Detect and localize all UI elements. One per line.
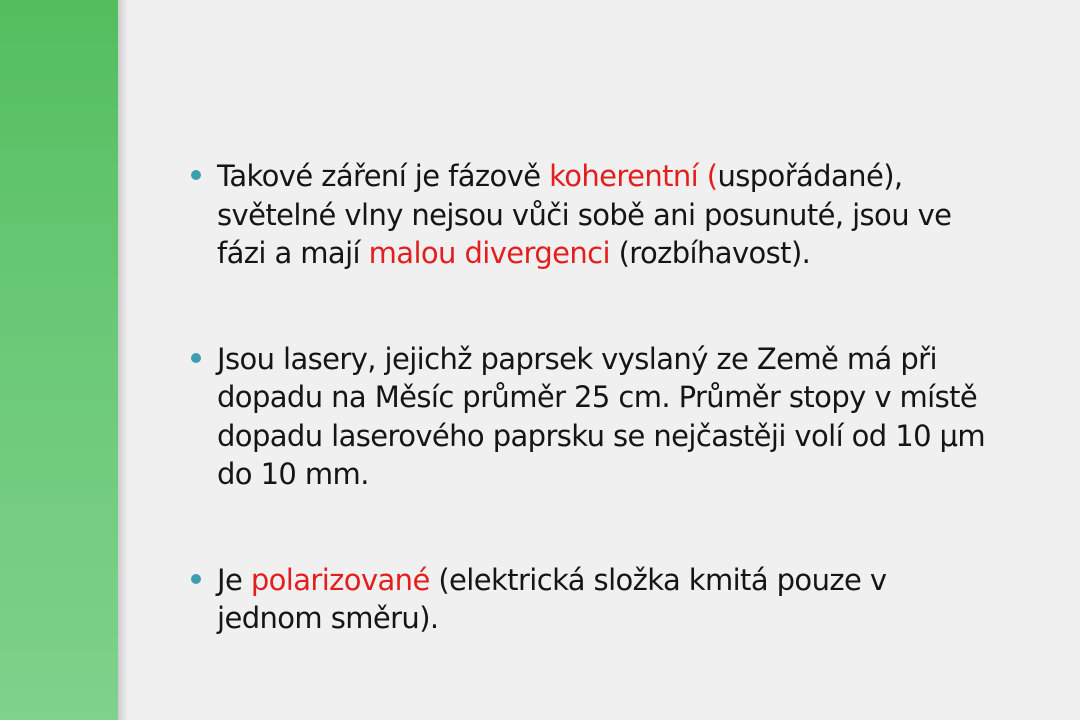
bullet-text [217, 340, 1060, 494]
bullet-item-coherence [190, 157, 1060, 273]
text-run: Takové záření je fázově [217, 159, 550, 193]
bullet-dot-icon [191, 353, 201, 363]
text-run: (elektrická složka kmitá pouze v [429, 562, 887, 597]
bullet-dot-icon [191, 574, 201, 584]
bullet-dot-icon [191, 170, 201, 180]
text-line [217, 599, 1060, 638]
text-run: uspořádané), [717, 159, 903, 193]
text-run: fázi a mají [217, 236, 369, 270]
text-line [217, 234, 1060, 273]
text-run: (rozbíhavost). [609, 236, 811, 270]
text-run: do 10 mm. [217, 457, 369, 491]
side-decoration-bar [0, 0, 118, 720]
highlight-term: malou divergenci [368, 236, 610, 270]
slide-body [190, 157, 1060, 638]
highlight-term: polarizované [250, 562, 430, 597]
text-run: světelné vlny nejsou vůči sobě ani posunuté, jsou ve [217, 197, 952, 232]
text-run: Jsou lasery, jejichž paprsek vyslaný ze Země má při [217, 341, 937, 376]
text-run: jednom směru). [217, 601, 439, 635]
text-line [217, 455, 1060, 494]
text-line [217, 340, 1060, 379]
text-run: dopadu na Měsíc průměr 25 cm. Průměr stopy v místě [217, 380, 978, 414]
text-line [217, 417, 1060, 456]
bullet-item-lasers [190, 340, 1060, 494]
text-line [217, 561, 1060, 600]
text-line [217, 196, 1060, 235]
text-run: Je [217, 562, 251, 597]
bullet-item-polarization [190, 561, 1060, 638]
bullet-text [217, 157, 1060, 273]
text-line [217, 378, 1060, 417]
text-line [217, 157, 1060, 196]
text-run: dopadu laserového paprsku se nejčastěji volí od 10 μm [217, 418, 986, 453]
highlight-term: koherentní ( [549, 159, 718, 193]
side-bar-shadow [118, 0, 128, 720]
bullet-text [217, 561, 1060, 638]
